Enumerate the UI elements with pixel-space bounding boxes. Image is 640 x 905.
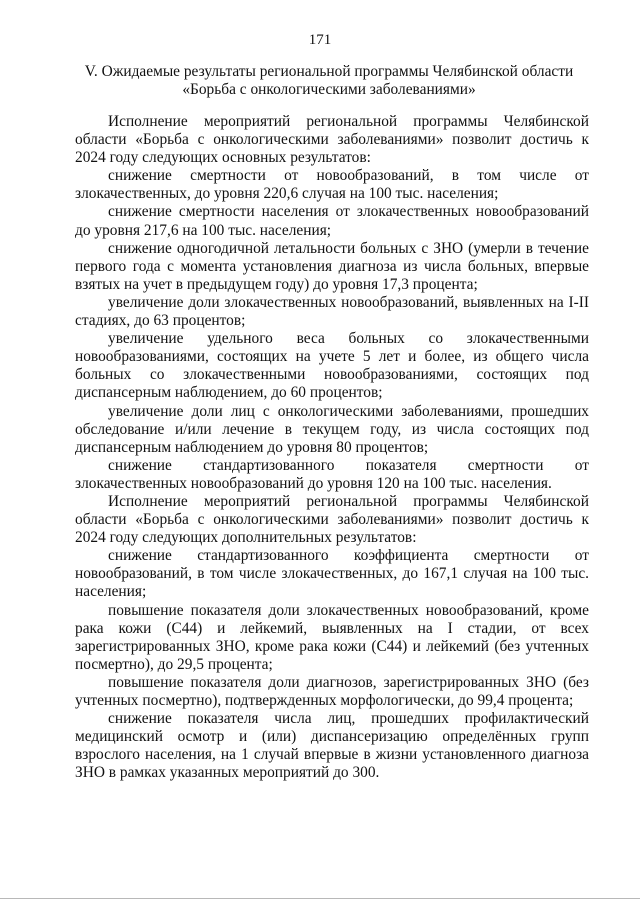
paragraph-result: повышение показателя доли диагнозов, зарегистрированных ЗНО (без учтенных посмертно), подтвержденных морфологически, до 99,4 процента; bbox=[75, 673, 589, 709]
paragraph-result: снижение стандартизованного показателя смертности от злокачественных новообразований до уровня 120 на 100 тыс. населения. bbox=[75, 456, 589, 492]
page-number: 171 bbox=[308, 32, 332, 48]
page-bottom-edge bbox=[0, 898, 640, 899]
body-text bbox=[75, 113, 589, 782]
paragraph-intro-additional: Исполнение мероприятий региональной программы Челябинской области «Борьба с онкологическими заболеваниями» позволит достичь к 2024 году следующих дополнительных результатов: bbox=[75, 492, 589, 547]
paragraph-result: снижение смертности населения от злокачественных новообразований до уровня 217,6 на 100 тыс. населения; bbox=[75, 203, 589, 239]
section-heading-line-1: V. Ожидаемые результаты региональной программы Челябинской области bbox=[84, 63, 574, 80]
section-heading bbox=[60, 63, 598, 99]
paragraph-intro-main: Исполнение мероприятий региональной программы Челябинской области «Борьба с онкологическими заболеваниями» позволит достичь к 2024 году следующих основных результатов: bbox=[75, 113, 589, 167]
paragraph-result: снижение стандартизованного коэффициента смертности от новообразований, в том числе злокачественных, до 167,1 случая на 100 тыс. населения; bbox=[75, 547, 589, 601]
paragraph-result: увеличение доли лиц с онкологическими заболеваниями, прошедших обследование и/или лечение в текущем году, из числа состоящих под диспансерным наблюдением до уровня 80 процентов; bbox=[75, 402, 589, 456]
paragraph-result: повышение показателя доли злокачественных новообразований, кроме рака кожи (С44) и лейкемий, выявленных на I стадии, от всех зарегистрированных ЗНО, кроме рака кожи (С44) и лейкемий (без учтенных посмертно), до 29,5 процента; bbox=[75, 601, 589, 673]
paragraph-result: увеличение удельного веса больных со злокачественными новообразованиями, состоящих на учете 5 лет и более, из общего числа больных со злокачественными новообразованиями, состоящих под диспансерным наблюдением, до 60 процентов; bbox=[75, 330, 589, 402]
section-heading-line-2: «Борьба с онкологическими заболеваниями» bbox=[182, 81, 476, 98]
paragraph-result: снижение одногодичной летальности больных с ЗНО (умерли в течение первого года с момента установления диагноза из числа больных, впервые взятых на учет в предыдущем году) до уровня 17,3 процента; bbox=[75, 239, 589, 293]
paragraph-result: снижение показателя числа лиц, прошедших профилактический медицинский осмотр и (или) диспансеризацию определённых групп взрослого населения, на 1 случай впервые в жизни установленного диагноза ЗНО в рамках указанных мероприятий до 300. bbox=[75, 710, 589, 782]
paragraph-result: снижение смертности от новообразований, в том числе от злокачественных, до уровня 220,6 случая на 100 тыс. населения; bbox=[75, 167, 589, 203]
paragraph-result: увеличение доли злокачественных новообразований, выявленных на I-II стадиях, до 63 процентов; bbox=[75, 293, 589, 330]
